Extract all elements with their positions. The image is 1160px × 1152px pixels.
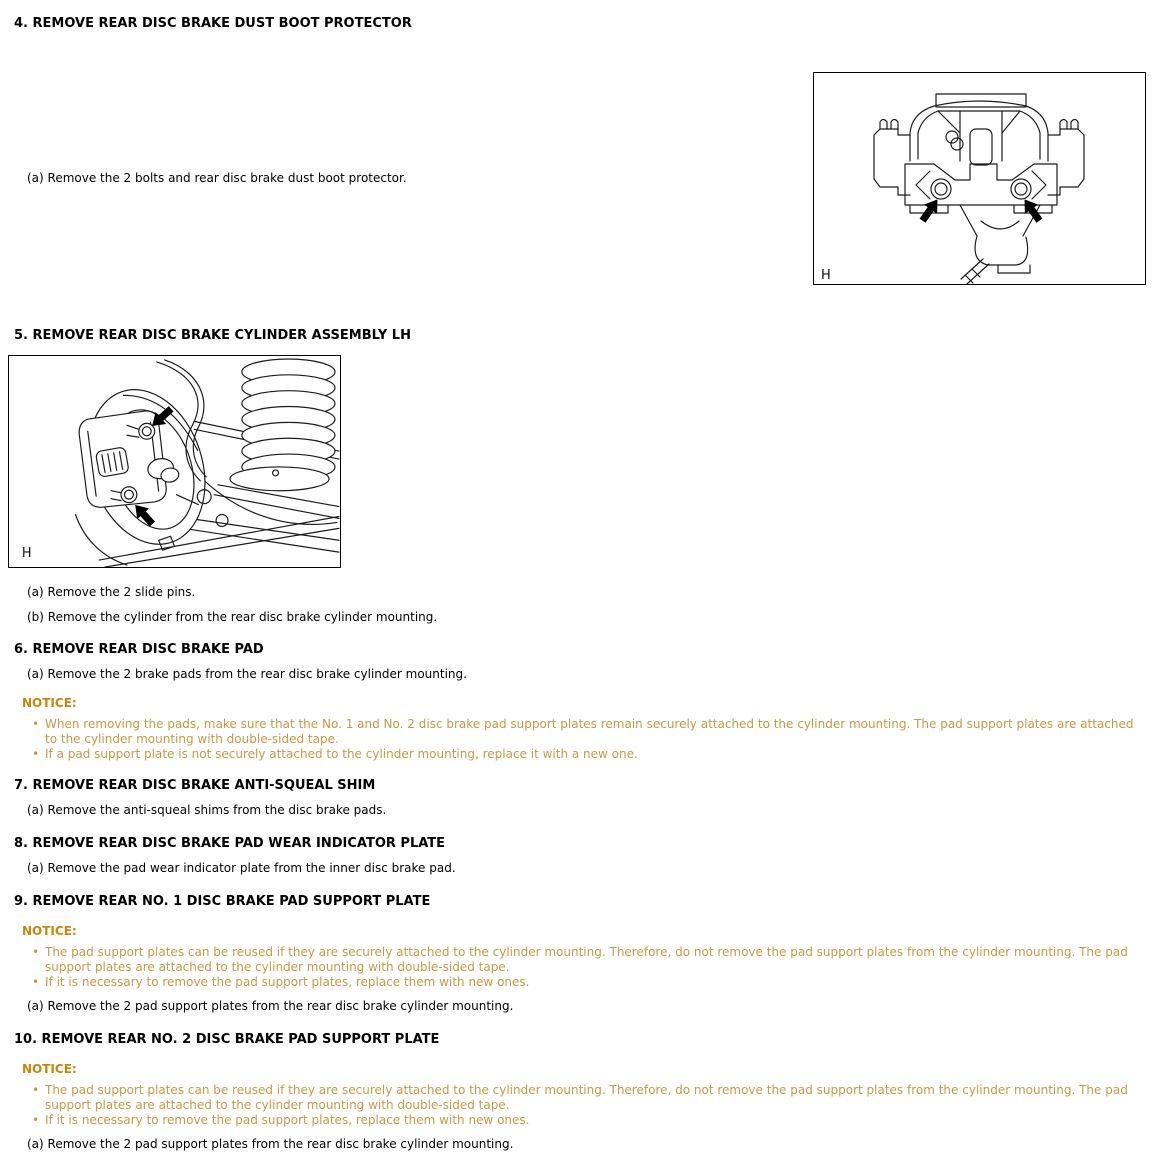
- section-5-heading: 5. REMOVE REAR DISC BRAKE CYLINDER ASSEMBLY LH: [14, 328, 411, 343]
- notice-list: [32, 945, 1146, 990]
- section-remove-no2-support-plate: [14, 1032, 1146, 1152]
- notice-label: NOTICE:: [22, 924, 77, 938]
- notice-item: • When removing the pads, make sure that the No. 1 and No. 2 disc brake pad support plates remain securely attached to the cylinder mounting. The pad support plates are attached to the cylinder mounting with double-sided tape.: [32, 717, 1145, 747]
- step-a: (a) Remove the 2 bolts and rear disc brake dust boot protector.: [27, 171, 407, 185]
- step-b: (b) Remove the cylinder from the rear disc brake cylinder mounting.: [27, 610, 438, 624]
- section-9-heading: 9. REMOVE REAR NO. 1 DISC BRAKE PAD SUPPORT PLATE: [14, 894, 431, 909]
- notice-list: [32, 717, 1146, 762]
- notice-item: • The pad support plates can be reused if they are securely attached to the cylinder mounting. Therefore, do not remove the pad support plates from the cylinder mounting. The pad support plates are attached to the cylinder mounting with double-sided tape.: [32, 945, 1145, 975]
- notice-label: NOTICE:: [22, 696, 77, 710]
- section-remove-no1-support-plate: [14, 894, 1146, 1014]
- figure-label: H: [821, 268, 831, 283]
- notice-block: [14, 1062, 1146, 1128]
- notice-item: • If a pad support plate is not securely attached to the cylinder mounting, replace it with a new one.: [32, 747, 1145, 762]
- notice-item: • If it is necessary to remove the pad support plates, replace them with new ones.: [32, 1113, 1145, 1128]
- section-6-heading: 6. REMOVE REAR DISC BRAKE PAD: [14, 642, 264, 657]
- section-remove-brake-pad: [14, 642, 1146, 762]
- step-a: (a) Remove the 2 pad support plates from the rear disc brake cylinder mounting.: [27, 1137, 514, 1151]
- figure-brake-cylinder-assembly: [813, 72, 1146, 285]
- section-remove-dust-boot-protector: [14, 16, 1146, 285]
- notice-item: • The pad support plates can be reused if they are securely attached to the cylinder mounting. Therefore, do not remove the pad support plates from the cylinder mounting. The pad support plates are attached to the cylinder mounting with double-sided tape.: [32, 1083, 1145, 1113]
- step-a: (a) Remove the pad wear indicator plate from the inner disc brake pad.: [27, 861, 456, 875]
- step-a: (a) Remove the anti-squeal shims from the disc brake pads.: [27, 803, 387, 817]
- notice-label: NOTICE:: [22, 1062, 77, 1076]
- service-manual-page: [14, 16, 1146, 1152]
- figure-label: H: [21, 546, 32, 562]
- section-7-heading: 7. REMOVE REAR DISC BRAKE ANTI-SQUEAL SHIM: [14, 778, 376, 793]
- section-10-heading: 10. REMOVE REAR NO. 2 DISC BRAKE PAD SUPPORT PLATE: [14, 1032, 440, 1047]
- notice-item: • If it is necessary to remove the pad support plates, replace them with new ones.: [32, 975, 1145, 990]
- section-remove-anti-squeal-shim: [14, 778, 1146, 818]
- section-remove-cylinder-assembly: [14, 328, 1146, 625]
- step-a: (a) Remove the 2 pad support plates from the rear disc brake cylinder mounting.: [27, 999, 514, 1013]
- figure-suspension-caliper: [8, 355, 341, 568]
- notice-block: [14, 924, 1146, 990]
- section-4-body: [14, 72, 1146, 285]
- section-remove-wear-indicator-plate: [14, 836, 1146, 876]
- notice-list: [32, 1083, 1146, 1128]
- section-4-heading: 4. REMOVE REAR DISC BRAKE DUST BOOT PROTECTOR: [14, 16, 412, 31]
- step-a: (a) Remove the 2 slide pins.: [27, 585, 196, 599]
- step-a: (a) Remove the 2 brake pads from the rear disc brake cylinder mounting.: [27, 667, 467, 681]
- section-8-heading: 8. REMOVE REAR DISC BRAKE PAD WEAR INDICATOR PLATE: [14, 836, 446, 851]
- notice-block: [14, 696, 1146, 762]
